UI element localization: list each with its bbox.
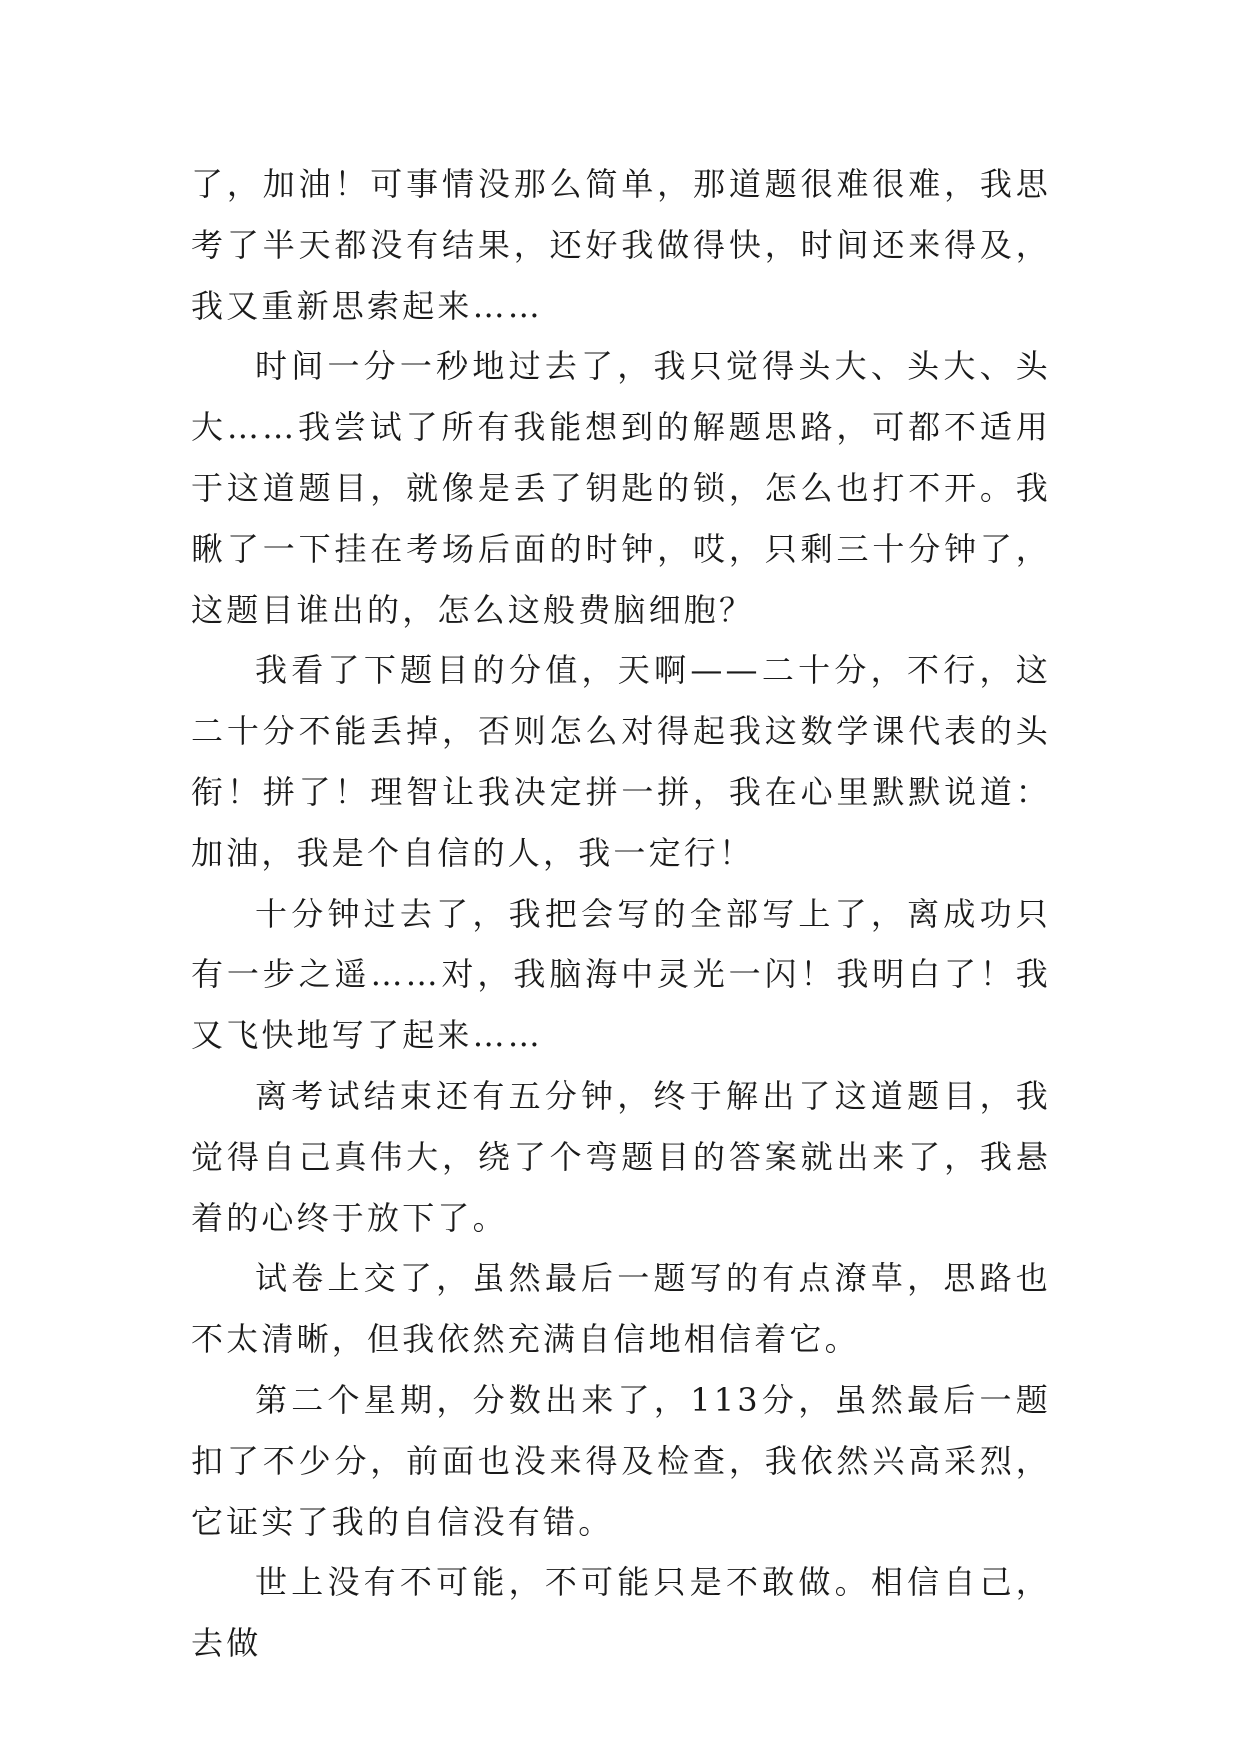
- paragraph-7: 第二个星期，分数出来了，113分，虽然最后一题扣了不少分，前面也没来得及检查，我依然兴高采烈，它证实了我的自信没有错。: [191, 1380, 1051, 1541]
- document-body: [191, 154, 1051, 1674]
- paragraph-6: 试卷上交了，虽然最后一题写的有点潦草，思路也不太清晰，但我依然充满自信地相信着它。: [191, 1259, 1051, 1359]
- paragraph-4: 十分钟过去了，我把会写的全部写上了，离成功只有一步之遥……对，我脑海中灵光一闪！我明白了！我又飞快地写了起来……: [191, 894, 1051, 1055]
- paragraph-3: 我看了下题目的分值，天啊——二十分，不行，这二十分不能丢掉，否则怎么对得起我这数学课代表的头衔！拼了！理智让我决定拼一拼，我在心里默默说道：加油，我是个自信的人，我一定行！: [191, 651, 1051, 872]
- paragraph-1: 了，加油！可事情没那么简单，那道题很难很难，我思考了半天都没有结果，还好我做得快，时间还来得及，我又重新思索起来……: [191, 165, 1051, 325]
- paragraph-8: 世上没有不可能，不可能只是不敢做。相信自己，去做: [191, 1563, 1051, 1663]
- paragraph-5: 离考试结束还有五分钟，终于解出了这道题目，我觉得自己真伟大，绕了个弯题目的答案就出来了，我悬着的心终于放下了。: [191, 1076, 1051, 1237]
- paragraph-2: 时间一分一秒地过去了，我只觉得头大、头大、头大……我尝试了所有我能想到的解题思路，可都不适用于这道题目，就像是丢了钥匙的锁，怎么也打不开。我瞅了一下挂在考场后面的时钟，哎，只剩三十分钟了，这题目谁出的，怎么这般费脑细胞？: [191, 347, 1051, 629]
